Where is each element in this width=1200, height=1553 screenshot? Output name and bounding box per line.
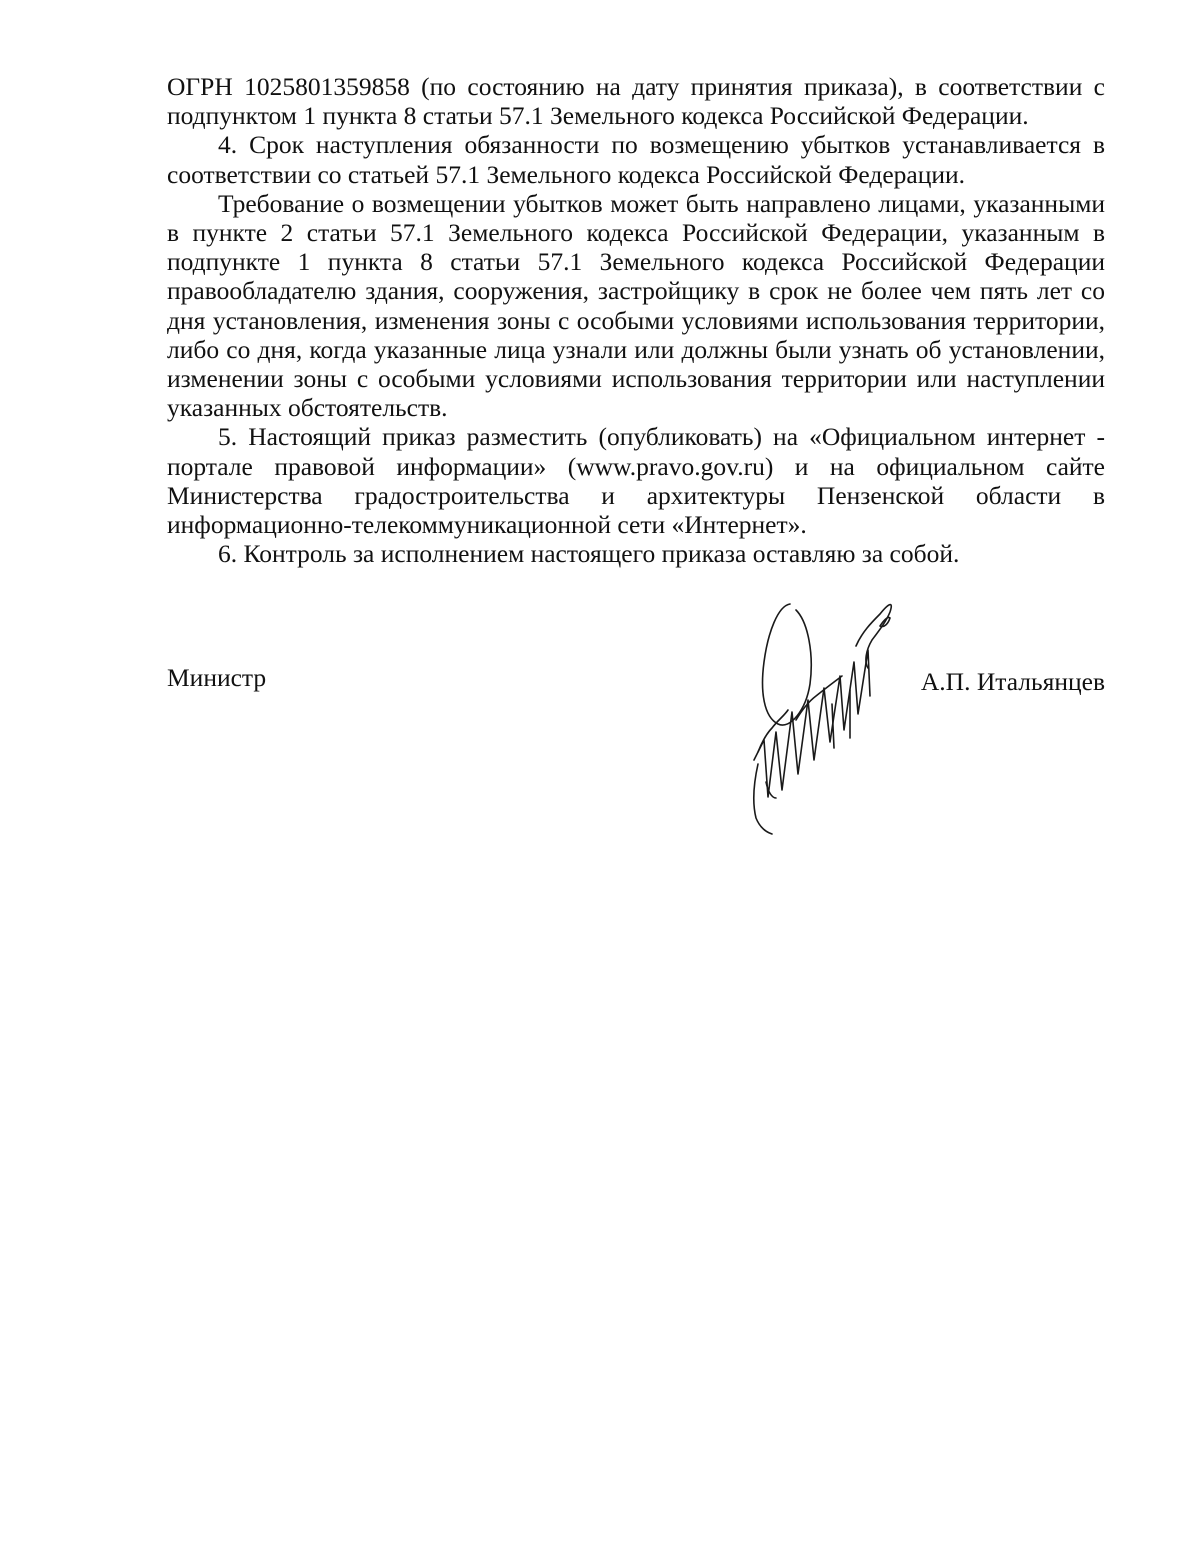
paragraph-item-6: 6. Контроль за исполнением настоящего приказа оставляю за собой.: [218, 539, 960, 569]
paragraph-item-5: 5. Настоящий приказ разместить (опубликовать) на «Официальном интернет - портале правовой информации» (www.pravo.gov.ru) и на официальном сайте Министерства градостроительства и архитектуры Пензенской области в информационно-телекоммуникационной сети «Интернет».: [167, 422, 1105, 540]
handwritten-signature-icon: [738, 592, 900, 842]
paragraph-requirement: Требование о возмещении убытков может быть направлено лицами, указанными в пункте 2 статьи 57.1 Земельного кодекса Российской Федерации, указанным в подпункте 1 пункта 8 статьи 57.1 Земельного кодекса Российской Федерации правообладателю здания, сооружения, застройщику в срок не более чем пять лет со дня установления, изменения зоны с особыми условиями использования территории, либо со дня, когда указанные лица узнали или должны были узнать об установлении, изменении зоны с особыми условиями использования территории или наступлении указанных обстоятельств.: [167, 188, 1105, 423]
document-body: [167, 72, 1105, 568]
signer-position: Министр: [167, 663, 267, 692]
paragraph-item-4: 4. Срок наступления обязанности по возмещению убытков устанавливается в соответствии со статьей 57.1 Земельного кодекса Российской Федерации.: [167, 130, 1105, 189]
paragraph-continuation: ОГРН 1025801359858 (по состоянию на дату принятия приказа), в соответствии с подпунктом 1 пункта 8 статьи 57.1 Земельного кодекса Российской Федерации.: [167, 72, 1105, 131]
signature-block: [167, 663, 1105, 703]
signer-name: А.П. Итальянцев: [920, 667, 1105, 696]
